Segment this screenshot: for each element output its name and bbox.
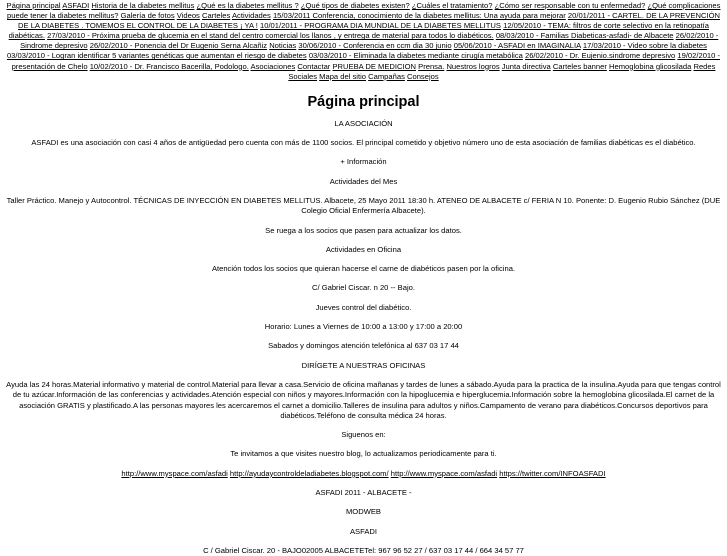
nav-link[interactable]: 03/03/2010 - Eliminada la diabetes mediante cirugía metabólica xyxy=(308,51,523,61)
nav-link[interactable]: Prensa. xyxy=(418,61,445,71)
nav-link[interactable]: 19/02/2010 - presentación de Chelo xyxy=(11,51,721,71)
nav-link[interactable]: 10/01/2011 - PROGRAMA DIA MUNDIAL DE LA DIABETES MELLITUS xyxy=(260,21,501,31)
nav-link[interactable]: 10/02/2010 - Dr. Francisco Bacerilla, Podologo. xyxy=(89,61,249,71)
footer-modweb: MODWEB xyxy=(345,507,381,517)
workshop-paragraph: Taller Práctico. Manejo y Autocontrol. TÉCNICAS DE INYECCIÓN EN DIABETES MELLITUS. Albacete, 25 Mayo 2011 18:30 h. ATENEO DE ALBACETE c/ FERIA N 10. Ponente: D. Eugenio Rubio Sánchez (DUE Colegio Oficial Enfermería Albacete). xyxy=(6,195,721,216)
membership-card-notice: Atención todos los socios que quieran hacerse el carne de diabéticos pasen por la oficina. xyxy=(211,264,516,274)
thursday-control-text: Jueves control del diabético. xyxy=(315,302,412,312)
footer-year-city: ASFADI 2011 - ALBACETE - xyxy=(315,487,412,497)
blog-invite-text: Te invitamos a que visites nuestro blog, lo actualizamos periodicamente para ti. xyxy=(230,449,497,459)
nav-link[interactable]: Historia de la diabetes mellitus xyxy=(91,1,195,10)
nav-link[interactable]: Asociaciones xyxy=(250,61,296,71)
nav-link[interactable]: 26/02/2010 - Sindrome depresivo xyxy=(20,31,719,51)
nav-link[interactable]: 17/03/2010 - Video sobre la diabetes xyxy=(582,41,707,51)
office-hours: Horario: Lunes a Viernes de 10:00 a 13:00 y 17:00 a 20:00 xyxy=(264,322,463,332)
footer-contact: C / Gabriel Ciscar. 20 - BAJO02005 ALBACETETel: 967 96 52 27 / 637 03 17 44 / 664 34 57 77 xyxy=(203,545,524,555)
update-data-notice: Se ruega a los socios que pasen para actualizar los datos. xyxy=(265,225,462,235)
nav-link[interactable]: Página principal xyxy=(6,1,61,10)
nav-link[interactable]: Mapa del sitio xyxy=(319,71,367,81)
nav-link[interactable]: ¿Qué es la diabetes mellitus ? xyxy=(196,1,299,10)
nav-link[interactable]: 26/02/2010 - Ponencia del Dr Eugenio Serna Alcañiz xyxy=(89,41,268,51)
weekend-phone: Sabados y domingos atención telefónica al 637 03 17 44 xyxy=(268,341,459,351)
nav-link[interactable]: Junta directiva xyxy=(501,61,551,71)
section-heading-office-activities: Actividades en Oficina xyxy=(325,244,402,254)
nav-link[interactable]: ¿Qué tipos de diabetes existen? xyxy=(300,1,410,10)
nav-link[interactable]: Actividades xyxy=(231,11,271,21)
nav-link[interactable]: PRUEBA DE MEDICION xyxy=(332,61,417,71)
myspace-link[interactable]: http://www.myspace.com/asfadi xyxy=(121,468,228,478)
twitter-link[interactable]: https://twitter.com/INFOASFADI xyxy=(499,468,606,478)
social-links xyxy=(4,469,723,479)
site-navigation xyxy=(4,0,723,82)
nav-link[interactable]: 08/03/2010 - Familias Diabeticas-asfadi- de Albacete xyxy=(495,31,674,41)
footer-brand: ASFADI xyxy=(349,526,377,536)
nav-link[interactable]: 26/02/2010 - Dr. Eujenio.sindrome depresivo xyxy=(524,51,676,61)
blogspot-link[interactable]: http://ayudaycontroldeladiabetes.blogspot.com/ xyxy=(229,468,389,478)
nav-link[interactable]: Noticias xyxy=(269,41,297,51)
nav-link[interactable]: Galería de fotos xyxy=(120,11,175,21)
nav-link[interactable]: ¿Cuáles el tratamiento? xyxy=(411,1,493,10)
nav-link[interactable]: Nuestros logros xyxy=(446,61,500,71)
myspace-link-2[interactable]: http://www.myspace.com/asfadi xyxy=(390,468,498,478)
nav-link[interactable]: Contactar xyxy=(297,61,331,71)
nav-link[interactable]: Hemoglobina glicosilada xyxy=(609,61,692,71)
follow-us-text: Siguenos en: xyxy=(341,430,386,440)
nav-link[interactable]: ASFADI xyxy=(62,1,90,10)
page xyxy=(4,0,723,556)
nav-link[interactable]: 30/06/2010 - Conferencia en ccm dia 30 junio xyxy=(298,41,452,51)
more-info-text: + Información xyxy=(340,157,387,167)
nav-link[interactable]: 27/03/2010 - Próxima prueba de glucemia en el stand del centro comercial los llanos , y entrega de material para todos lo diabéticos. xyxy=(47,31,494,41)
nav-link[interactable]: ¿Qué complicaciones puede tener la diabetes mellitus? xyxy=(7,1,721,21)
nav-link[interactable]: 03/03/2010 - Logran identificar 5 variantes genéticas que aumentan el riesgo de diabetes xyxy=(6,51,307,61)
nav-link[interactable]: Consejos xyxy=(407,71,439,81)
nav-link[interactable]: Redes Sociales xyxy=(288,61,716,81)
nav-link[interactable]: 20/01/2011 - CARTEL. DE LA PREVENCIÓN DE LA DIABETES . TOMEMOS EL CONTROL DE LA DIABETES ¡ YA ! xyxy=(18,11,720,31)
nav-link[interactable]: Carteles xyxy=(201,11,231,21)
section-heading-activities: Actividades del Mes xyxy=(329,176,398,186)
nav-link[interactable]: Campañas xyxy=(368,71,405,81)
section-heading-visit-office: DIRÍGETE A NUESTRAS OFICINAS xyxy=(301,360,426,370)
office-address: C/ Gabriel Ciscar. n 20 -- Bajo. xyxy=(312,283,415,293)
nav-link[interactable]: ¿Cómo ser responsable con tu enfermedad? xyxy=(494,1,646,10)
intro-paragraph: ASFADI es una asociación con casi 4 años de antigüedad pero cuenta con más de 1100 socios. El principal cometido y objetivo número uno de esta asociación de familias diabéticas es el diabético. xyxy=(31,138,696,148)
services-paragraph: Ayuda las 24 horas.Material informativo y material de control.Material para llevar a casa.Servicio de oficina mañanas y tardes de lunes a sábado.Ayuda para la practica de la insulina.Ayuda para que tengas control de tu azúcar.Información de las conferencias y actividades.Atención especial con niños y mayores.Información con la hipoglucemia e hiperglucemia.Información sobre la hemoglobina glicosilada.El carnet de la asociación GRATIS y plastificado.A las personas mayores les acercaremos el carnet a domicilio.Talleres de insulina para adultos y niños.Campamento de verano para diabéticos.Concursos deportivos para diabéticos.Teléfono de consulta médica 24 horas. xyxy=(6,379,721,420)
nav-link[interactable]: Videos xyxy=(176,11,200,21)
nav-link[interactable]: 15/03/2011 Conferencia, conocimiento de la diabetes mellitus: Una ayuda para mejorar xyxy=(272,11,566,21)
section-heading-asociacion: LA ASOCIACIÓN xyxy=(334,118,393,128)
nav-link[interactable]: 12/05/2010 - TEMA: filtros de corte selectivo en la retinopatía diabéticas. xyxy=(8,21,709,41)
page-title: Página principal xyxy=(307,93,420,110)
main-content xyxy=(4,119,723,556)
nav-link[interactable]: 05/06/2010 - ASFADI en IMAGINALIA xyxy=(453,41,581,51)
nav-link[interactable]: Carteles banner xyxy=(552,61,607,71)
